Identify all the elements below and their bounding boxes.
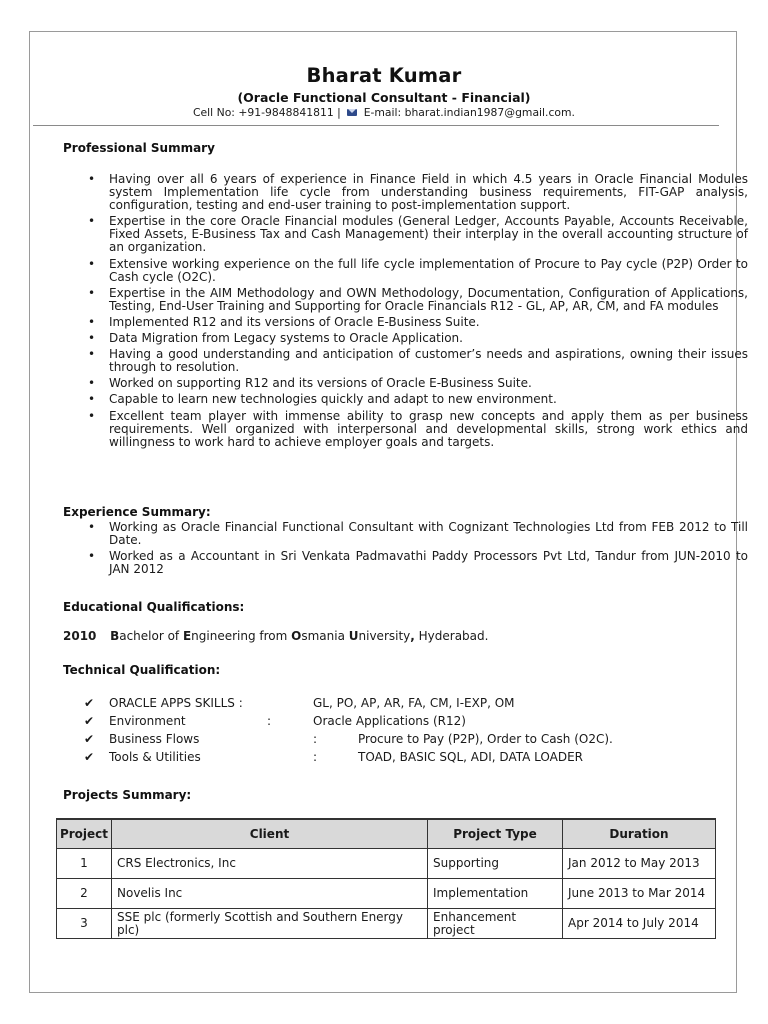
list-item [63,215,748,254]
bullet-icon: • [88,331,96,346]
bullet-icon: • [88,256,96,271]
project-number: 3 [57,909,112,939]
list-item [63,348,748,374]
projects-table-header [57,819,716,849]
project-client: SSE plc (formerly Scottish and Southern Energy plc) [112,909,428,939]
bullet-icon: • [88,376,96,391]
list-item-text: Working as Oracle Financial Functional Consultant with Cognizant Technologies Ltd from FEB 2012 to Till Date. [109,520,748,548]
project-type: Implementation [428,879,563,909]
bullet-icon: • [88,214,96,229]
bullet-icon: • [88,285,96,300]
list-item-text: Having a good understanding and anticipation of customer’s needs and aspirations, owning their issues through to resolution. [109,347,748,375]
project-type: Supporting [428,849,563,879]
list-item-text: Worked on supporting R12 and its versions of Oracle E-Business Suite. [109,376,532,391]
project-type: Enhancement project [428,909,563,939]
section-heading-projects: Projects Summary: [63,788,192,802]
skill-value: TOAD, BASIC SQL, ADI, DATA LOADER [358,750,584,764]
education-text-part: , [410,629,415,643]
column-header-duration: Duration [563,819,716,849]
contact-line [30,106,738,119]
skill-label: Environment [109,714,186,728]
project-client: Novelis Inc [112,879,428,909]
project-number: 2 [57,879,112,909]
skill-colon: : [313,732,318,746]
list-item-text: Having over all 6 years of experience in Finance Field in which 4.5 years in Oracle Financial Modules system Implementation life cycle from understanding business requirements, FIT-GAP analysis, configuration, testing and end-user training to post-implementation support. [109,172,748,213]
table-row [57,849,716,879]
project-duration: June 2013 to Mar 2014 [563,879,716,909]
list-item [63,173,748,212]
table-row [57,909,716,939]
skill-label: Business Flows [109,732,200,746]
education-text-part: U [348,629,359,643]
list-item [63,521,748,547]
header-divider [33,125,719,126]
candidate-title: (Oracle Functional Consultant - Financial) [237,90,531,105]
checkmark-icon: ✔ [84,750,95,764]
list-item-text: Extensive working experience on the full life cycle implementation of Procure to Pay cycle (P2P) Order to Cash cycle (O2C). [109,256,748,284]
list-item-text: Implemented R12 and its versions of Oracle E-Business Suite. [109,314,480,329]
column-header-project-type: Project Type [428,819,563,849]
list-item-text: Expertise in the AIM Methodology and OWN Methodology, Documentation, Configuration of Applications, Testing, End-User Training and Supporting for Oracle Financials R12 - GL, AP, AR, CM, and FA modules [109,285,748,313]
skill-colon: : [313,750,318,764]
education-degree [110,629,488,643]
skill-value: GL, PO, AP, AR, FA, CM, I-EXP, OM [313,696,515,710]
list-item-text: Data Migration from Legacy systems to Oracle Application. [109,331,463,346]
project-number: 1 [57,849,112,879]
column-header-client: Client [112,819,428,849]
email-address[interactable]: E-mail: bharat.indian1987@gmail.com. [363,106,575,119]
project-client: CRS Electronics, Inc [112,849,428,879]
bullet-icon: • [88,549,96,564]
experience-summary-list [63,521,748,579]
professional-summary-list [63,173,748,452]
table-row [57,879,716,909]
skill-colon: : [267,714,272,728]
education-text-part: O [291,629,302,643]
candidate-name: Bharat Kumar [306,64,462,87]
list-item [63,377,748,390]
education-text-part: achelor of [119,629,183,643]
bullet-icon: • [88,172,96,186]
column-header-project: Project [57,819,112,849]
bullet-icon: • [88,408,96,423]
list-item [63,287,748,313]
section-heading-technical: Technical Qualification: [63,663,221,677]
list-item [63,332,748,345]
list-item [63,410,748,449]
list-item-text: Capable to learn new technologies quickly and adapt to new environment. [109,392,557,407]
checkmark-icon: ✔ [84,714,95,728]
education-text-part: E [182,629,192,643]
skill-label: Tools & Utilities [109,750,201,764]
project-duration: Jan 2012 to May 2013 [563,849,716,879]
section-heading-education: Educational Qualifications: [63,600,245,614]
list-item-text: Expertise in the core Oracle Financial modules (General Ledger, Accounts Payable, Accounts Receivable, Fixed Assets, E-Business Tax and Cash Management) their interplay in the overall accounting structure of an organization. [109,214,748,255]
education-text-part: smania [301,629,349,643]
list-item-text: Excellent team player with immense ability to grasp new concepts and apply them as per business requirements. Well organized with interpersonal and developmental skills, strong work ethics and willingness to work hard to achieve employer goals and targets. [109,408,748,449]
checkmark-icon: ✔ [84,732,95,746]
list-item [63,316,748,329]
skill-value: Procure to Pay (P2P), Order to Cash (O2C). [358,732,613,746]
list-item [63,258,748,284]
list-item [63,393,748,406]
bullet-icon: • [88,392,96,407]
technical-skill-row [84,749,704,765]
section-heading-experience-summary: Experience Summary: [63,505,211,519]
education-text-part: B [110,629,120,643]
skill-label: ORACLE APPS SKILLS : [109,696,243,710]
resume-page [29,31,748,993]
bullet-icon: • [88,520,96,534]
technical-skill-row [84,731,704,747]
envelope-icon [347,109,357,116]
education-text-part: niversity [358,629,411,643]
technical-skill-row [84,695,704,711]
education-text-part: Hyderabad. [414,629,489,643]
cell-number: Cell No: +91-9848841811 | [193,106,341,119]
bullet-icon: • [88,314,96,329]
section-heading-professional-summary: Professional Summary [63,141,215,155]
education-year: 2010 [63,629,97,643]
checkmark-icon: ✔ [84,696,95,710]
education-text-part: ngineering from [191,629,292,643]
technical-skill-row [84,713,704,729]
list-item-text: Worked as a Accountant in Sri Venkata Padmavathi Paddy Processors Pvt Ltd, Tandur from JUN-2010 to JAN 2012 [109,549,748,577]
skill-value: Oracle Applications (R12) [313,714,466,728]
bullet-icon: • [88,347,96,362]
projects-table [56,818,716,939]
project-duration: Apr 2014 to July 2014 [563,909,716,939]
list-item [63,550,748,576]
education-entry [63,630,488,643]
